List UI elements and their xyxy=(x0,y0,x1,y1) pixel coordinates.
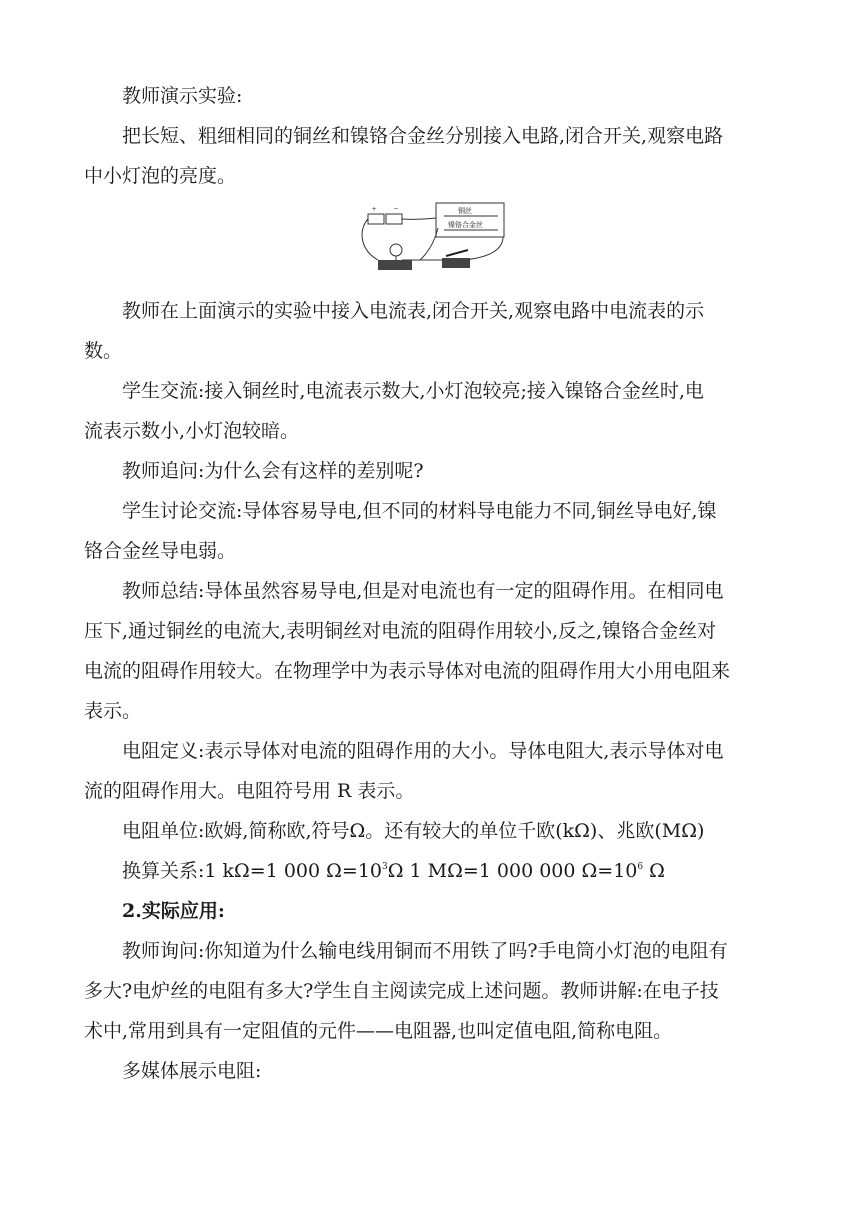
switch-lever xyxy=(446,250,468,256)
paragraph-line: 多媒体展示电阻: xyxy=(122,1060,262,1082)
lamp-bulb xyxy=(390,244,402,256)
paragraph-line: 学生交流:接入铜丝时,电流表示数大,小灯泡较亮;接入镍铬合金丝时,电 xyxy=(122,380,704,402)
copper-wire-label: 铜丝 xyxy=(458,207,472,215)
nichrome-wire-label: 镍铬合金丝 xyxy=(448,221,483,229)
paragraph-line: 教师询问:你知道为什么输电线用铜而不用铁了吗?手电筒小灯泡的电阻有 xyxy=(122,940,728,962)
paragraph-line: 流的阻碍作用大。电阻符号用 R 表示。 xyxy=(84,780,415,802)
minus-terminal-label: − xyxy=(394,206,399,213)
paragraph-line: 学生讨论交流:导体容易导电,但不同的材料导电能力不同,铜丝导电好,镍 xyxy=(122,500,717,522)
paragraph-line: 电阻单位:欧姆,简称欧,符号Ω。还有较大的单位千欧(kΩ)、兆欧(MΩ) xyxy=(122,820,705,842)
conversion-prefix: 换算关系:1 kΩ=1 000 Ω=10 xyxy=(122,860,382,882)
paragraph-line: 中小灯泡的亮度。 xyxy=(84,165,237,187)
exponent: 3 xyxy=(382,862,388,872)
paragraph-line: 压下,通过铜丝的电流大,表明铜丝对电流的阻碍作用较小,反之,镍铬合金丝对 xyxy=(84,620,717,642)
battery-cell xyxy=(386,214,402,224)
paragraph-line: 表示。 xyxy=(84,700,142,722)
conversion-middle: Ω 1 MΩ=1 000 000 Ω=10 xyxy=(387,860,638,882)
circuit-diagram xyxy=(358,200,508,280)
conversion-line xyxy=(122,859,812,883)
paragraph-line: 教师追问:为什么会有这样的差别呢? xyxy=(122,460,424,482)
plus-terminal-label: + xyxy=(372,206,377,213)
exponent: 6 xyxy=(637,862,644,872)
paragraph-line: 铬合金丝导电弱。 xyxy=(84,540,237,562)
paragraph-line: 教师总结:导体虽然容易导电,但是对电流也有一定的阻碍作用。在相同电 xyxy=(122,580,724,602)
switch-base xyxy=(442,258,470,268)
section-heading: 2.实际应用: xyxy=(122,900,225,922)
paragraph-line: 电流的阻碍作用较大。在物理学中为表示导体对电流的阻碍作用大小用电阻来 xyxy=(84,660,731,682)
paragraph-line: 多大?电炉丝的电阻有多大?学生自主阅读完成上述问题。教师讲解:在电子技 xyxy=(84,980,719,1002)
paragraph-line: 流表示数小,小灯泡较暗。 xyxy=(84,420,300,442)
paragraph-line: 教师演示实验: xyxy=(122,85,243,107)
paragraph-line: 电阻定义:表示导体对电流的阻碍作用的大小。导体电阻大,表示导体对电 xyxy=(122,740,724,762)
conversion-suffix: Ω xyxy=(643,860,665,882)
paragraph-line: 教师在上面演示的实验中接入电流表,闭合开关,观察电路中电流表的示 xyxy=(122,300,705,322)
paragraph-line: 术中,常用到具有一定阻值的元件——电阻器,也叫定值电阻,简称电阻。 xyxy=(84,1020,673,1042)
battery-cell xyxy=(368,214,384,224)
lamp-base xyxy=(378,260,412,270)
paragraph-line: 把长短、粗细相同的铜丝和镍铬合金丝分别接入电路,闭合开关,观察电路 xyxy=(122,125,724,147)
paragraph-line: 数。 xyxy=(84,340,123,362)
